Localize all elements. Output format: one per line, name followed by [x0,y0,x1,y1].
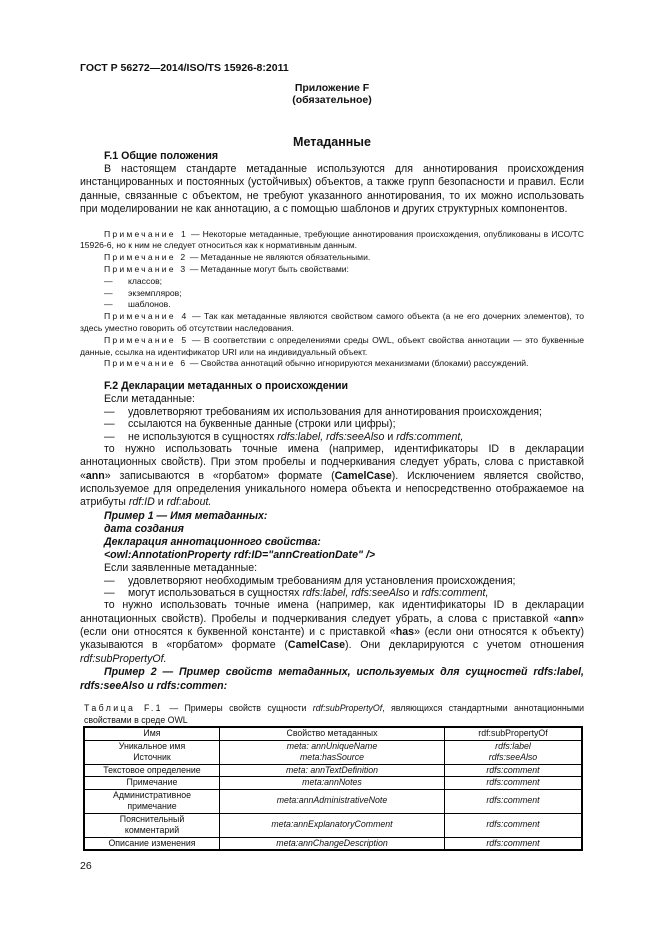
cell-subproperty: rdfs:comment [445,789,583,813]
cell-property: meta:annExplanatoryComment [220,813,445,837]
list-item [80,418,584,430]
cell-property: meta: annTextDefinition [220,764,445,777]
note [80,252,584,264]
f2-list-2 [80,575,584,599]
cell-name: Административное примечание [84,789,220,813]
text-segment: rdfs:comment, [396,430,464,443]
list-item [80,406,584,418]
text-segment: ann [85,469,105,482]
list-item: — экземпляров; [80,288,584,300]
cell-subproperty: rdfs:comment [445,813,583,837]
text-segment: rdfs:label, rdfs:seeAlso [277,430,385,443]
cell-property: meta:hasSource [299,752,365,763]
text-segment: ссылаются на буквенные данные (строки или цифры); [128,418,396,431]
example1-decl: <owl:AnnotationProperty rdf:ID="annCreationDate" /> [104,548,376,561]
note-label: Примечание 3 [104,264,188,275]
page-number: 26 [80,860,92,872]
table-row [84,777,582,790]
text-segment: rdfs:comment, [421,587,489,600]
cell-name: Источник [133,752,171,763]
table-row [84,837,582,850]
note-label: Примечание 4 [104,311,189,322]
table-row [84,740,582,764]
f2-paragraph-2 [80,599,584,666]
text-segment: , являющихся стандартными аннотационными свойствами в среде OWL [84,703,585,725]
example1-title: Пример 1 — Имя метаданных: [104,509,268,522]
f1-paragraph [80,163,584,217]
cell-property: meta: annUniqueName [286,740,378,751]
note-text: — Некоторые метаданные, требующие аннотирования происхождения, опубликованы в ИСО/ТС 15926-6, но к ним не следует относиться как к нормативным данным. [80,228,584,251]
table-header-row [84,727,582,740]
section-heading-f2: F.2 Декларации метаданных о происхождении [104,380,349,393]
appendix-status: (обязательное) [292,94,372,106]
cell-subproperty: rdfs:comment [445,837,583,850]
table-row [84,813,582,837]
text-segment: и [384,430,397,443]
text-segment: rdf:subPropertyOf. [80,652,167,665]
column-header: Имя [84,727,220,740]
note [80,335,584,359]
list-item: — шаблонов. [80,299,584,311]
column-header: Свойство метаданных [220,727,445,740]
page-title: Метаданные [293,135,371,149]
page-content [80,82,584,851]
text-segment: ). Исключением является свойство, используемое для определения уникального номера объекта и непосредственно отображаемое на атрибуты [80,469,584,509]
text-segment: — Примеры свойств сущности [162,703,313,714]
text-segment: rdfs:label, rdfs:seeAlso [302,587,410,600]
cell-name: Описание изменения [84,837,220,850]
text-segment: » (если они относятся к объекту) указываются в «горбатом» формате ( [80,626,584,652]
text-segment: » (если они относятся к буквенной константе) и с приставкой « [80,612,584,639]
text-segment: has [395,626,415,639]
document-header: ГОСТ Р 56272—2014/ISO/TS 15926-8:2011 [80,62,289,74]
note-text: — Метаданные не являются обязательными. [187,252,371,263]
text-segment: удовлетворяют необходимым требованиям для установления происхождения; [128,574,516,587]
text-segment: ). Они декларируются с учетом отношения [345,639,585,652]
section-heading-f1: F.1 Общие положения [104,150,219,162]
metadata-table [83,726,583,851]
table-caption-label: Таблица F.1 [84,703,163,714]
table-caption [84,703,584,726]
notes-group-2 [80,311,584,370]
appendix-title: Приложение F [294,82,370,94]
text-segment: rdf:subPropertyOf [312,703,383,714]
text-segment: не используются в сущностях [128,430,278,443]
f2-list-1 [80,406,584,443]
text-segment: могут использоваться в сущностях [128,587,303,600]
note-label: Примечание 1 [104,228,188,239]
note [80,358,584,370]
notes-group-1 [80,229,584,276]
text-segment: то нужно использовать точные имена (например, как идентификаторы ID в декларации аннотационных свойств). Пробелы и подчеркивания следует убрать, а слова с приставкой « [80,599,584,625]
table-row [84,789,582,813]
list-item [80,575,584,587]
note-text: — Свойства аннотаций обычно игнорируются механизмами (блоками) рассуждений. [187,358,529,369]
cell-property: meta:annAdministrativeNote [220,789,445,813]
text-segment: rdf:ID [128,496,155,509]
text-segment: то нужно использовать точные имена (например, идентификаторы ID в декларации аннотационных свойств). При этом пробелы и подчеркивания следует убрать, слова с приставкой « [80,442,584,482]
f2-paragraph-1 [80,443,584,510]
cell-subproperty: rdfs:label [495,740,531,751]
text-segment: ann [559,612,579,625]
text-segment: В настоящем стандарте метаданные используются для аннотирования происхождения инстанцированных и постоянных (устойчивых) объектов, а также групп безопасности и правил. Если данные, связанные с объектом, не требуют указанного аннотирования, то их можно использовать при моделировании не как аннотацию, а с помощью шаблонов и других структурных компонентов. [80,163,584,216]
note-text: — В соответствии с определениями среды OWL, объект свойства аннотации — это буквенные данные, ссылка на идентификатор URI или на индивидуальный объект. [80,334,585,357]
note3-list [80,276,584,311]
cell-subproperty: rdfs:comment [445,764,583,777]
cell-subproperty: rdfs:comment [445,777,583,790]
text-segment: rdf:about. [166,496,212,509]
text-segment: и [154,496,167,509]
note-label: Примечание 6 [104,358,188,369]
list-item: — классов; [80,276,584,288]
text-segment: » записываются в «горбатом» формате ( [104,469,335,482]
text-segment: и [409,587,422,600]
note-label: Примечание 5 [104,334,189,345]
text-segment: CamelCase [287,639,346,652]
f2-intro-2: Если заявленные метаданные: [104,561,258,574]
cell-property: meta:annChangeDescription [220,837,445,850]
cell-name: Примечание [84,777,220,790]
note [80,229,584,253]
note [80,311,584,335]
text-segment: CamelCase [334,469,392,482]
cell-name: Пояснительный комментарий [84,813,220,837]
f2-intro: Если метаданные: [104,393,195,406]
example2-title: Пример 2 — Пример свойств метаданных, используемых для сущностей rdfs:label, rdfs:seeAlso и rdfs:commen: [80,666,584,692]
list-item [80,587,584,599]
cell-property: meta:annNotes [220,777,445,790]
cell-name: Текстовое определение [84,764,220,777]
note [80,264,584,276]
example1-name: дата создания [104,522,184,535]
column-header: rdf:subPropertyOf [445,727,583,740]
note-text: — Так как метаданные являются свойством самого объекта (а не его дочерних элементов), то здесь уместно говорить об отсутствии наследования. [80,311,584,333]
note-label: Примечание 2 [104,252,188,263]
list-item [80,431,584,443]
table-row [84,764,582,777]
example1-decl-label: Декларация аннотационного свойства: [104,535,321,548]
cell-subproperty: rdfs:seeAlso [488,752,538,763]
text-segment: удовлетворяют требованиям их использования для аннотирования происхождения; [128,406,542,419]
note-text: — Метаданные могут быть свойствами: [187,264,349,275]
cell-name: Уникальное имя [118,740,186,751]
